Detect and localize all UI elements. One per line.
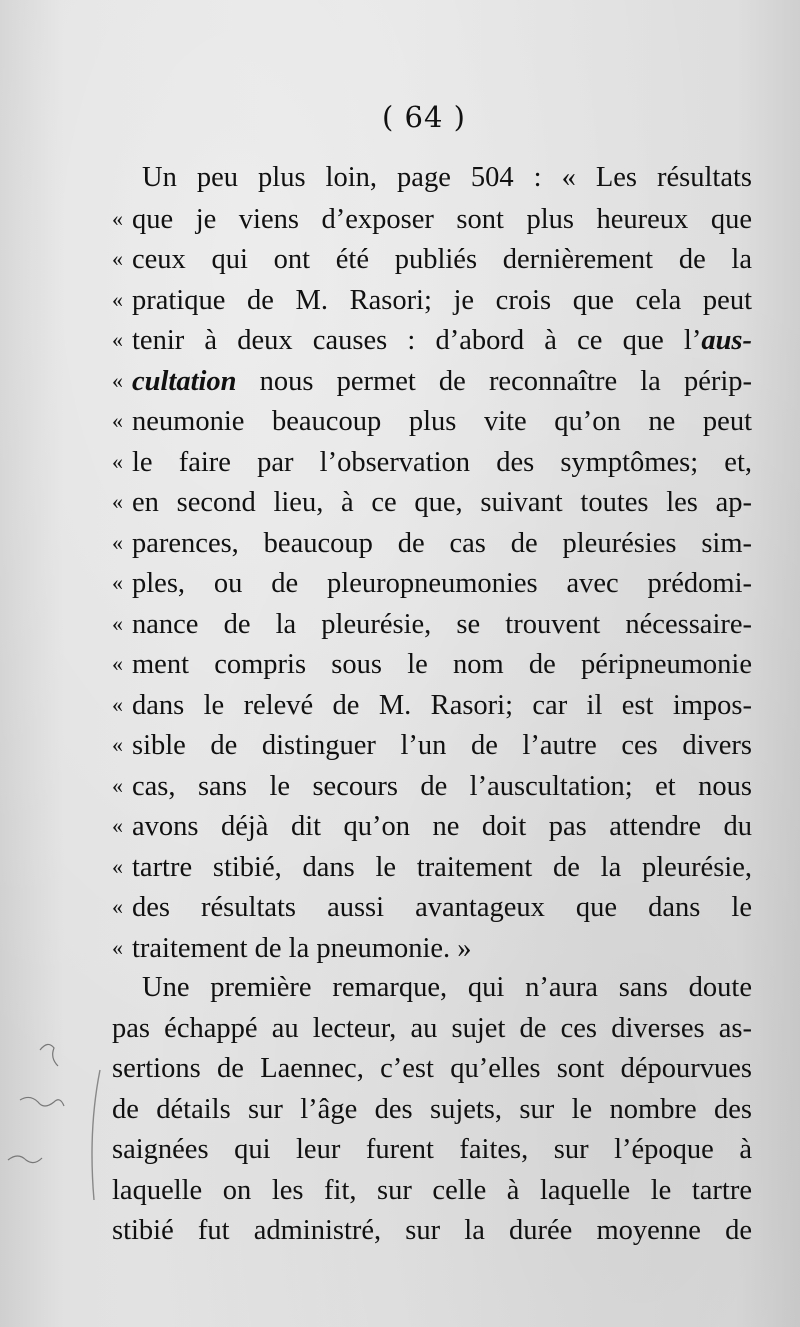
text-line: Un peu plus loin, page 504 : « Les résultats [142,162,752,193]
text-line: « ceux qui ont été publiés dernièrement de la [112,244,752,275]
text-line: « cas, sans le secours de l’auscultation; et nous [112,770,752,802]
text-line: « que je viens d’exposer sont plus heureux que [112,203,752,235]
text-line: « parences, beaucoup de cas de pleurésies sim- [112,527,752,559]
text-line: « ment compris sous le nom de péripneumonie [112,649,752,680]
italic-word: cultation [132,365,237,397]
text-line: « sible de distinguer l’un de l’autre ces divers [112,730,752,761]
text-line: « ples, ou de pleuropneumonies avec prédomi- [112,568,752,599]
page-number: ( 64 ) [382,100,466,134]
text-line: « en second lieu, à ce que, suivant toutes les ap- [112,487,752,518]
text-line: saignées qui leur furent faites, sur l’époque à [112,1134,752,1165]
text-line: « des résultats aussi avantageux que dans le [112,892,752,923]
text-line: sertions de Laennec, c’est qu’elles sont dépourvues [112,1053,752,1084]
text-line: « nance de la pleurésie, se trouvent nécessaire- [112,608,752,640]
text-line: Une première remarque, qui n’aura sans doute [142,972,752,1003]
italic-word: aus- [701,325,752,356]
text-line: « cultation nous permet de reconnaître la périp- [112,365,752,397]
text-line: « neumonie beaucoup plus vite qu’on ne peut [112,406,752,437]
body-text [112,158,752,1252]
text-line: « traitement de la pneumonie. » [112,932,472,964]
text-line: « tartre stibié, dans le traitement de la pleurésie, [112,851,752,883]
handwritten-margin-marks [0,1030,110,1230]
text-line: pas échappé au lecteur, au sujet de ces diverses as- [112,1012,752,1044]
text-line: « avons déjà dit qu’on ne doit pas attendre du [112,811,752,842]
text-line: « tenir à deux causes : d’abord à ce que l’aus- [112,325,752,356]
text-line: laquelle on les fit, sur celle à laquelle le tartre [112,1174,752,1206]
text-line: stibié fut administré, sur la durée moyenne de [112,1215,752,1246]
text-line: « pratique de M. Rasori; je crois que cela peut [112,284,752,316]
text-line: de détails sur l’âge des sujets, sur le nombre des [112,1093,752,1125]
text-line: « dans le relevé de M. Rasori; car il est impos- [112,689,752,721]
text-line: « le faire par l’observation des symptômes; et, [112,446,752,478]
